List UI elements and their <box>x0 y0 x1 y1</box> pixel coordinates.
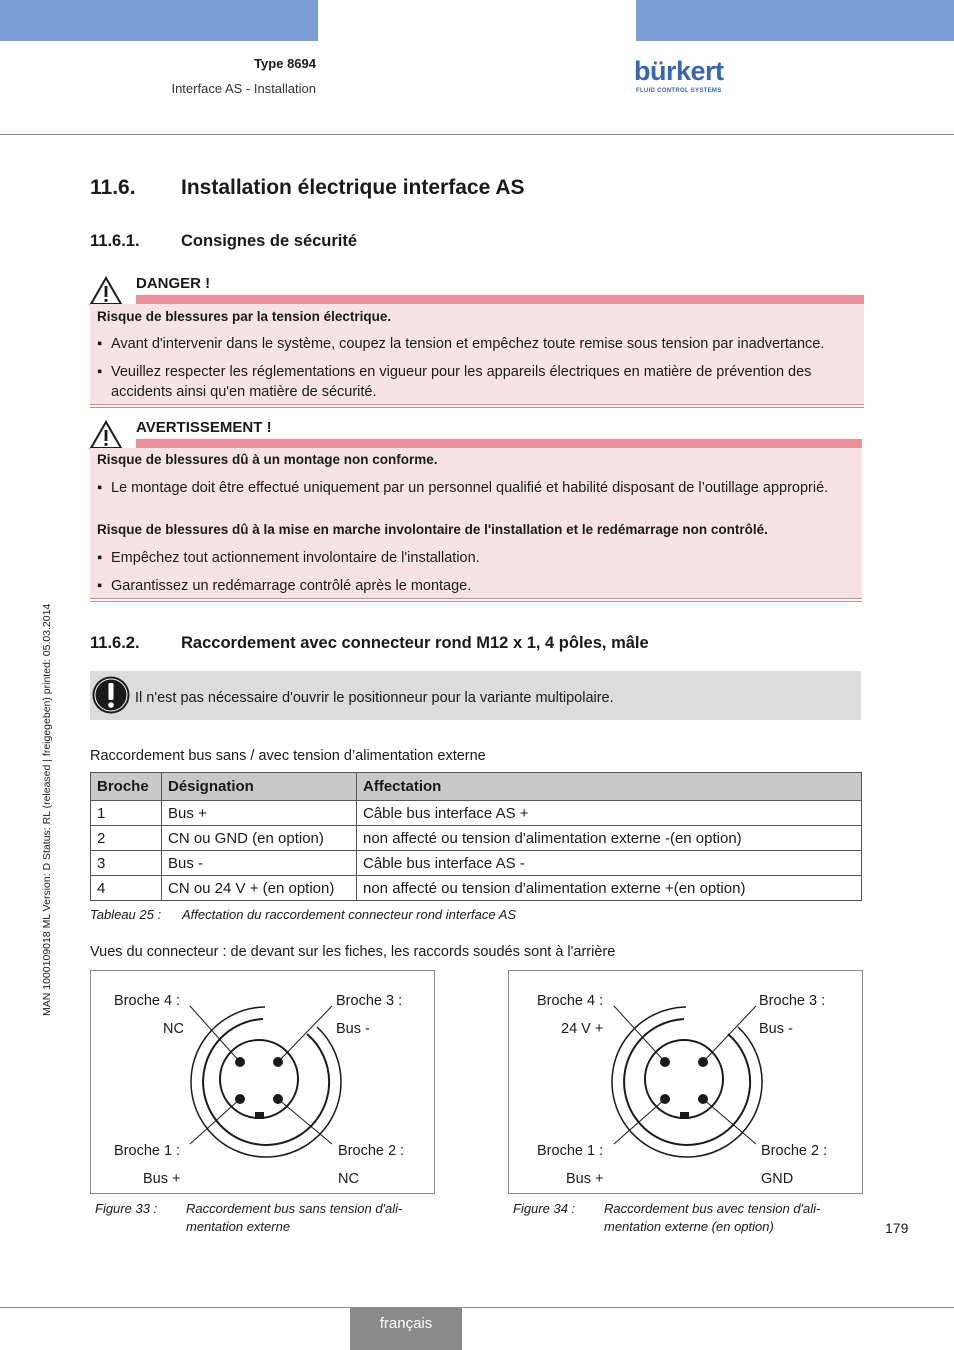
danger-underline <box>90 404 864 405</box>
pin-assignment-table <box>90 772 862 901</box>
warning-bar <box>136 439 862 448</box>
pin3-label: Broche 3 : <box>759 993 826 1009</box>
pin1-label: Broche 1 : <box>537 1143 604 1159</box>
pin4-label: Broche 4 : <box>114 993 181 1009</box>
warning-triangle-icon <box>89 420 123 450</box>
warning-underline <box>90 598 862 599</box>
danger-bullet-2: ▪ Veuillez respecter les réglementations en vigueur pour les appareils électriques en matière de prévention des <box>97 364 812 380</box>
danger-bullet-1: ▪ Avant d'intervenir dans le système, coupez la tension et empêchez toute remise sous tension par inadvertance. <box>97 336 825 352</box>
warning-bullet-2: ▪ Empêchez tout actionnement involontaire de l'installation. <box>97 550 480 566</box>
header-bar-left <box>0 0 318 41</box>
table-caption: Tableau 25 : Affectation du raccordement connecteur rond interface AS <box>90 907 517 922</box>
pin4-label: Broche 4 : <box>537 993 604 1009</box>
warning-title: AVERTISSEMENT ! <box>136 419 272 436</box>
brand-logo: bürkert <box>634 56 724 86</box>
table-intro: Raccordement bus sans / avec tension d’alimentation externe <box>90 748 486 764</box>
table-cell: 3 <box>91 851 162 876</box>
figure-33-caption: Figure 33 : Raccordement bus sans tension d'ali- mentation externe <box>95 1201 403 1234</box>
pin3-value: Bus - <box>336 1021 370 1037</box>
danger-title: DANGER ! <box>136 275 211 292</box>
danger-heading: Risque de blessures par la tension électrique. <box>97 309 392 324</box>
table-row <box>91 801 862 826</box>
col-header: Broche <box>91 773 162 801</box>
pin4-value: NC <box>163 1021 184 1037</box>
pin2-label: Broche 2 : <box>338 1143 405 1159</box>
header-divider <box>0 134 954 135</box>
table-cell: 1 <box>91 801 162 826</box>
doc-subtitle: Interface AS - Installation <box>171 81 316 96</box>
table-cell: non affecté ou tension d'alimentation externe -(en option) <box>357 826 862 851</box>
pin3-label: Broche 3 : <box>336 993 403 1009</box>
brand-tagline: FLUID CONTROL SYSTEMS <box>636 88 722 94</box>
views-intro: Vues du connecteur : de devant sur les fiches, les raccords soudés sont à l'arrière <box>90 944 616 960</box>
language-tab: français <box>350 1307 462 1350</box>
section-title: 11.6. Installation électrique interface AS <box>90 176 525 199</box>
pin1-value: Bus + <box>566 1171 604 1187</box>
table-row <box>91 876 862 901</box>
warning-bullet-1: ▪ Le montage doit être effectué uniquement par un personnel qualifié et habilité disposant de l’outillage approprié. <box>97 480 829 496</box>
col-header: Affectation <box>357 773 862 801</box>
exclamation-icon <box>91 675 131 715</box>
subsection-title-connector: 11.6.2. Raccordement avec connecteur rond M12 x 1, 4 pôles, mâle <box>90 634 649 652</box>
warning-heading-1: Risque de blessures dû à un montage non conforme. <box>97 452 438 467</box>
table-cell: Câble bus interface AS - <box>357 851 862 876</box>
pin1-label: Broche 1 : <box>114 1143 181 1159</box>
pin1-value: Bus + <box>143 1171 181 1187</box>
table-cell: 2 <box>91 826 162 851</box>
subsection-title-safety: 11.6.1. Consignes de sécurité <box>90 232 358 250</box>
table-cell: Bus - <box>162 851 357 876</box>
table-cell: CN ou 24 V + (en option) <box>162 876 357 901</box>
warning-triangle-icon <box>89 276 123 306</box>
table-cell: CN ou GND (en option) <box>162 826 357 851</box>
footer-divider <box>0 1307 954 1308</box>
warning-underline-2 <box>90 601 862 602</box>
note-text: Il n'est pas nécessaire d'ouvrir le positionneur pour la variante multipolaire. <box>135 690 614 706</box>
table-row <box>91 826 862 851</box>
pin2-label: Broche 2 : <box>761 1143 828 1159</box>
table-cell: Bus + <box>162 801 357 826</box>
warning-heading-2: Risque de blessures dû à la mise en marche involontaire de l'installation et le redémarrage non contrôlé. <box>97 522 768 537</box>
pin2-value: NC <box>338 1171 359 1187</box>
doc-type: Type 8694 <box>254 56 316 71</box>
table-header-row <box>91 773 862 801</box>
table-cell: 4 <box>91 876 162 901</box>
print-info: MAN 1000109018 ML Version: D Status: RL (released | freigegeben) printed: 05.03.2014 <box>41 603 53 1016</box>
figure-34-caption: Figure 34 : Raccordement bus avec tension d'ali- mentation externe (en option) <box>513 1201 821 1234</box>
table-row <box>91 851 862 876</box>
col-header: Désignation <box>162 773 357 801</box>
pin4-value: 24 V + <box>561 1021 604 1037</box>
danger-bar <box>136 295 864 304</box>
danger-underline-2 <box>90 407 864 408</box>
page-number: 179 <box>885 1220 909 1236</box>
table-cell: non affecté ou tension d'alimentation externe +(en option) <box>357 876 862 901</box>
pin2-value: GND <box>761 1171 794 1187</box>
danger-bullet-2-cont: accidents ainsi qu'en matière de sécurité. <box>111 384 377 400</box>
table-cell: Câble bus interface AS + <box>357 801 862 826</box>
warning-bullet-3: ▪ Garantissez un redémarrage contrôlé après le montage. <box>97 578 472 594</box>
header-bar-right <box>636 0 954 41</box>
pin3-value: Bus - <box>759 1021 793 1037</box>
